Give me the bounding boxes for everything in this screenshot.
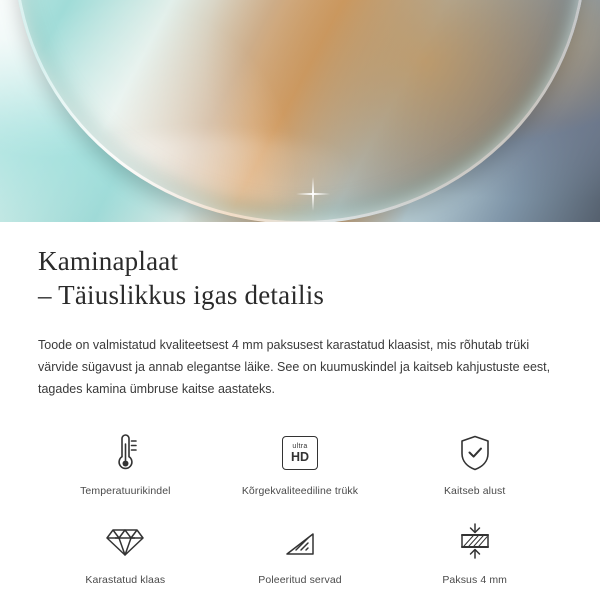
feature-label: Temperatuurikindel [80,485,171,497]
fireplace-plate-graphic [14,0,586,222]
thermometer-icon [109,430,141,476]
hero-image [0,0,600,222]
product-description: Toode on valmistatud kvaliteetsest 4 mm paksusest karastatud klaasist, mis rõhutab trüki värvide sügavust ja annab elegantse läike. See on kuumuskindel ja kaitseb kahjustuste eest, tagades kamina ümbruse kaitse aastateks. [38,338,551,396]
feature-thickness [387,519,562,586]
feature-polished-edges [213,519,388,586]
content-block [0,222,600,586]
feature-high-quality-print [213,430,388,497]
feature-tempered-glass [38,519,213,586]
feature-label: Kaitseb alust [443,485,506,497]
ultra-hd-icon [282,430,318,476]
thickness-arrows-icon [455,519,495,565]
shield-check-icon [457,430,493,476]
polished-edges-icon [281,519,319,565]
ultra-hd-badge-bottom: HD [290,449,310,464]
page-title [38,222,562,312]
feature-label: Paksus 4 mm [442,574,508,586]
feature-grid [38,430,562,586]
feature-label: Poleeritud servad [258,574,342,586]
feature-protects-surface [387,430,562,497]
title-line-2: – Täiuslikkus igas detailis [38,280,325,310]
feature-label: Karastatud klaas [85,574,166,586]
diamond-icon [105,519,145,565]
feature-temperature-resistant [38,430,213,497]
feature-label: Kõrgekvaliteediline trükk [241,485,359,497]
ultra-hd-badge-top: ultra [292,442,308,450]
title-line-1: Kaminaplaat [38,246,179,276]
